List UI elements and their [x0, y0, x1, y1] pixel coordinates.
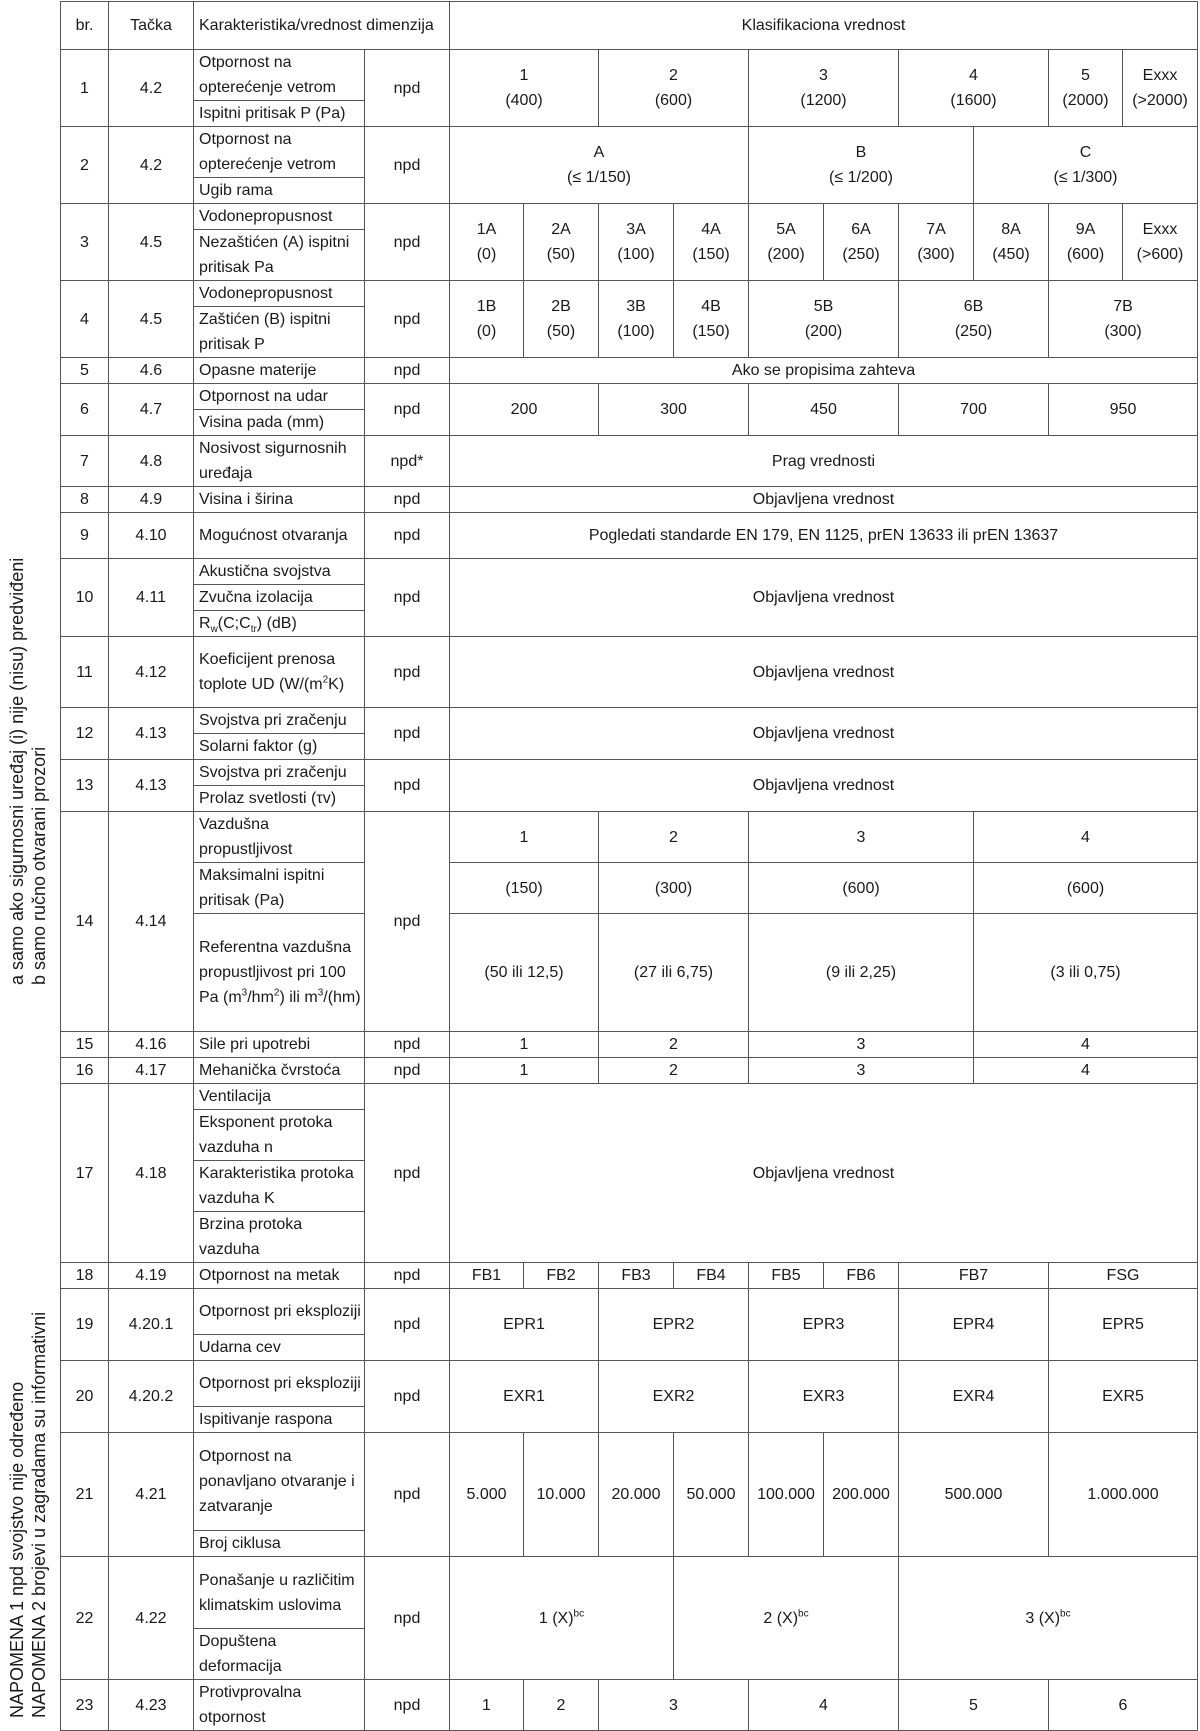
row-npd: npd: [365, 50, 450, 127]
row-subcharacteristic: Maksimalni ispitni pritisak (Pa): [194, 863, 365, 914]
class-value: 10.000: [524, 1433, 599, 1557]
row-characteristic: Ponašanje u različitim klimatskim uslovima: [194, 1557, 365, 1629]
class-value: C (≤ 1/300): [974, 127, 1198, 204]
table-row: [61, 1361, 1198, 1407]
row-subcharacteristic: Ugib rama: [194, 178, 365, 204]
row-npd: npd: [365, 760, 450, 812]
side-napomena-2: NAPOMENA 2 brojevi u zagradama su informativni: [29, 1311, 49, 1718]
class-value: EXR4: [899, 1361, 1049, 1433]
row-characteristic: Otpornost na metak: [194, 1263, 365, 1289]
row-tacka: 4.2: [109, 50, 194, 127]
class-value: 3: [749, 1032, 974, 1058]
class-value: 3: [599, 1680, 749, 1731]
class-value: 1: [450, 1032, 599, 1058]
class-value: 1.000.000: [1049, 1433, 1198, 1557]
class-value: 5 (2000): [1049, 50, 1123, 127]
class-value: 7A (300): [899, 204, 974, 281]
class-value: 4B (150): [674, 281, 749, 358]
row-npd: npd: [365, 1058, 450, 1084]
row-characteristic: Opasne materije: [194, 358, 365, 384]
row-subcharacteristic: Udarna cev: [194, 1335, 365, 1361]
class-value: 2: [599, 1032, 749, 1058]
row-characteristic: Mogućnost otvaranja: [194, 513, 365, 559]
row-subcharacteristic: Solarni faktor (g): [194, 734, 365, 760]
header-tacka: Tačka: [109, 2, 194, 50]
class-value: EXR2: [599, 1361, 749, 1433]
row-characteristic: Mehanička čvrstoća: [194, 1058, 365, 1084]
table-row: [61, 637, 1198, 708]
class-value: FB5: [749, 1263, 824, 1289]
row-npd: npd: [365, 281, 450, 358]
row-number: 19: [61, 1289, 109, 1361]
row-npd: npd: [365, 559, 450, 637]
class-value: Objavljena vrednost: [450, 637, 1198, 708]
class-value: 4: [974, 1032, 1198, 1058]
row-tacka: 4.7: [109, 384, 194, 436]
row-characteristic: Svojstva pri zračenju: [194, 760, 365, 786]
class-value: Objavljena vrednost: [450, 1084, 1198, 1263]
class-value: 1B (0): [450, 281, 524, 358]
class-value: 6A (250): [824, 204, 899, 281]
row-tacka: 4.21: [109, 1433, 194, 1557]
row-tacka: 4.22: [109, 1557, 194, 1680]
row-tacka: 4.20.2: [109, 1361, 194, 1433]
row-tacka: 4.13: [109, 708, 194, 760]
row-subcharacteristic: Visina pada (mm): [194, 410, 365, 436]
row-number: 2: [61, 127, 109, 204]
row-tacka: 4.5: [109, 204, 194, 281]
class-value: 3: [749, 812, 974, 863]
side-napomena-1: NAPOMENA 1 npd svojstvo nije određeno: [7, 1381, 27, 1718]
class-value: 2 (600): [599, 50, 749, 127]
ud-label: Koeficijent prenosa toplote UD (W/(m: [199, 651, 336, 693]
row-number: 20: [61, 1361, 109, 1433]
class-value: EPR3: [749, 1289, 899, 1361]
class-value: 5: [899, 1680, 1049, 1731]
row-characteristic: Otpornost na opterećenje vetrom: [194, 50, 365, 101]
header-klasifikaciona: Klasifikaciona vrednost: [450, 2, 1198, 50]
row-tacka: 4.19: [109, 1263, 194, 1289]
ref-sup-2: 2: [273, 987, 280, 999]
class-value: 50.000: [674, 1433, 749, 1557]
row-characteristic: Otpornost na opterećenje vetrom: [194, 127, 365, 178]
class-value: 2: [599, 1058, 749, 1084]
table-row: [61, 1680, 1198, 1731]
row-characteristic: Svojstva pri zračenju: [194, 708, 365, 734]
row-npd: npd: [365, 1361, 450, 1433]
row-number: 17: [61, 1084, 109, 1263]
pressure-value: (300): [599, 863, 749, 914]
row-number: 16: [61, 1058, 109, 1084]
class-value: 20.000: [599, 1433, 674, 1557]
table-row: [61, 358, 1198, 384]
row-subcharacteristic: Dopuštena deformacija: [194, 1629, 365, 1680]
row-subcharacteristic: Prolaz svetlosti (τv): [194, 786, 365, 812]
row-characteristic: Otpornost na ponavljano otvaranje i zatvaranje: [194, 1433, 365, 1531]
row-number: 8: [61, 487, 109, 513]
climate-class-3: 3 (X): [1025, 1609, 1061, 1627]
table-row: [61, 513, 1198, 559]
climate-class-2: 2 (X): [763, 1609, 799, 1627]
table-subrow: [61, 914, 1198, 1032]
header-karakteristika: Karakteristika/vrednost dimenzija: [194, 2, 450, 50]
table-row: [61, 487, 1198, 513]
class-value: 4: [974, 1058, 1198, 1084]
table-row: [61, 1263, 1198, 1289]
row-npd: npd: [365, 487, 450, 513]
class-value: 4A (150): [674, 204, 749, 281]
class-value: 1: [450, 812, 599, 863]
row-characteristic: [194, 637, 365, 708]
class-value: 6: [1049, 1680, 1198, 1731]
class-value: 1 (400): [450, 50, 599, 127]
row-characteristic: Akustična svojstva: [194, 559, 365, 585]
class-value: 3B (100): [599, 281, 674, 358]
class-value: FB4: [674, 1263, 749, 1289]
row-npd: npd: [365, 384, 450, 436]
table-header-row: [61, 2, 1198, 50]
row-number: 9: [61, 513, 109, 559]
header-br: br.: [61, 2, 109, 50]
row-npd: npd: [365, 812, 450, 1032]
class-value: Objavljena vrednost: [450, 708, 1198, 760]
row-number: 7: [61, 436, 109, 487]
row-number: 3: [61, 204, 109, 281]
class-value: 4 (1600): [899, 50, 1049, 127]
row-npd: npd: [365, 1680, 450, 1731]
row-tacka: 4.13: [109, 760, 194, 812]
row-number: 21: [61, 1433, 109, 1557]
reference-value: (3 ili 0,75): [974, 914, 1198, 1032]
table-row: [61, 1433, 1198, 1531]
row-npd: npd: [365, 1084, 450, 1263]
row-tacka: 4.8: [109, 436, 194, 487]
table-subrow: [61, 863, 1198, 914]
class-value: 200: [450, 384, 599, 436]
table-row: [61, 436, 1198, 487]
class-value: [674, 1557, 899, 1680]
class-value: 2A (50): [524, 204, 599, 281]
ref-text-3: ) ili m: [279, 989, 318, 1006]
class-value: EPR5: [1049, 1289, 1198, 1361]
climate-class-1: 1 (X): [538, 1609, 574, 1627]
row-number: 18: [61, 1263, 109, 1289]
class-value: 3A (100): [599, 204, 674, 281]
class-value: 300: [599, 384, 749, 436]
table-row: [61, 384, 1198, 410]
row-number: 14: [61, 812, 109, 1032]
table-row: [61, 281, 1198, 307]
row-npd: npd: [365, 1289, 450, 1361]
class-value: 200.000: [824, 1433, 899, 1557]
row-npd: npd: [365, 127, 450, 204]
ref-sup-3: 3: [317, 987, 324, 999]
class-value: 2B (50): [524, 281, 599, 358]
row-tacka: 4.14: [109, 812, 194, 1032]
footnote-bc: bc: [1060, 1608, 1071, 1620]
row-number: 22: [61, 1557, 109, 1680]
class-value: Prag vrednosti: [450, 436, 1198, 487]
class-value: 6B (250): [899, 281, 1049, 358]
class-value: 500.000: [899, 1433, 1049, 1557]
row-npd: npd: [365, 1557, 450, 1680]
class-value: 450: [749, 384, 899, 436]
table-row: [61, 708, 1198, 734]
class-value: Objavljena vrednost: [450, 760, 1198, 812]
class-value: 9A (600): [1049, 204, 1123, 281]
row-characteristic: Ventilacija: [194, 1084, 365, 1110]
row-npd: npd: [365, 358, 450, 384]
reference-value: (50 ili 12,5): [450, 914, 599, 1032]
class-value: FB6: [824, 1263, 899, 1289]
row-npd: npd: [365, 1032, 450, 1058]
table-row: [61, 1058, 1198, 1084]
footnote-bc: bc: [573, 1608, 585, 1620]
row-characteristic: Protivprovalna otpornost: [194, 1680, 365, 1731]
classification-table-wrapper: [60, 1, 1198, 1731]
row-characteristic: Sile pri upotrebi: [194, 1032, 365, 1058]
row-characteristic: Otpornost pri eksploziji: [194, 1289, 365, 1335]
row-tacka: 4.12: [109, 637, 194, 708]
rw-mid: (C;C: [217, 615, 251, 632]
class-value: B (≤ 1/200): [749, 127, 974, 204]
row-number: 1: [61, 50, 109, 127]
row-subcharacteristic: Brzina protoka vazduha: [194, 1212, 365, 1263]
class-value: 950: [1049, 384, 1198, 436]
class-value: FB1: [450, 1263, 524, 1289]
row-subcharacteristic: Broj ciklusa: [194, 1531, 365, 1557]
classification-table: [60, 1, 1198, 1731]
row-tacka: 4.18: [109, 1084, 194, 1263]
class-value: EPR4: [899, 1289, 1049, 1361]
row-characteristic: Vazdušna propustljivost: [194, 812, 365, 863]
row-number: 4: [61, 281, 109, 358]
class-value: 1: [450, 1680, 524, 1731]
row-npd: npd: [365, 708, 450, 760]
class-value: EXR5: [1049, 1361, 1198, 1433]
row-subcharacteristic: Nezaštićen (A) ispitni pritisak Pa: [194, 230, 365, 281]
class-value: FSG: [1049, 1263, 1198, 1289]
row-number: 15: [61, 1032, 109, 1058]
side-note-a: a samo ako sigurnosni uređaj (i) nije (nisu) predviđeni: [7, 557, 27, 985]
table-row: [61, 812, 1198, 863]
row-npd: npd*: [365, 436, 450, 487]
class-value: A (≤ 1/150): [450, 127, 749, 204]
class-value: FB7: [899, 1263, 1049, 1289]
table-row: [61, 1032, 1198, 1058]
ud-unit-tail: K): [328, 676, 345, 693]
class-value: 4: [974, 812, 1198, 863]
class-value: 100.000: [749, 1433, 824, 1557]
table-row: [61, 1084, 1198, 1110]
ud-superscript: 2: [322, 674, 329, 686]
class-value: Objavljena vrednost: [450, 559, 1198, 637]
rw-subscript: w: [210, 624, 218, 636]
row-characteristic: Vodonepropusnost: [194, 281, 365, 307]
row-characteristic: Vodonepropusnost: [194, 204, 365, 230]
rw-unit: ) (dB): [256, 615, 297, 632]
class-value: 2: [599, 812, 749, 863]
row-subcharacteristic: Ispitni pritisak P (Pa): [194, 101, 365, 127]
class-value: 2: [524, 1680, 599, 1731]
class-value: EXR1: [450, 1361, 599, 1433]
row-number: 10: [61, 559, 109, 637]
ref-sup-1: 3: [241, 987, 248, 999]
row-characteristic: Visina i širina: [194, 487, 365, 513]
ctr-subscript: tr: [250, 624, 257, 636]
class-value: [450, 1557, 674, 1680]
rw-symbol: R: [199, 615, 211, 632]
table-row: [61, 204, 1198, 230]
class-value: Objavljena vrednost: [450, 487, 1198, 513]
table-row: [61, 1557, 1198, 1629]
row-number: 6: [61, 384, 109, 436]
row-subcharacteristic: Karakteristika protoka vazduha K: [194, 1161, 365, 1212]
row-tacka: 4.16: [109, 1032, 194, 1058]
ref-text-2: /hm: [247, 989, 274, 1006]
class-value: Pogledati standarde EN 179, EN 1125, prEN 13633 ili prEN 13637: [450, 513, 1198, 559]
row-subcharacteristic: Zaštićen (B) ispitni pritisak P: [194, 307, 365, 358]
class-value: 1A (0): [450, 204, 524, 281]
row-npd: npd: [365, 204, 450, 281]
footnote-bc: bc: [798, 1608, 809, 1620]
class-value: Exxx (>600): [1123, 204, 1198, 281]
row-number: 23: [61, 1680, 109, 1731]
class-value: 1: [450, 1058, 599, 1084]
table-row: [61, 760, 1198, 786]
row-subcharacteristic: Eksponent protoka vazduha n: [194, 1110, 365, 1161]
table-row: [61, 559, 1198, 585]
pressure-value: (600): [749, 863, 974, 914]
row-characteristic: Otpornost na udar: [194, 384, 365, 410]
row-npd: npd: [365, 1263, 450, 1289]
class-value: 700: [899, 384, 1049, 436]
class-value: 5B (200): [749, 281, 899, 358]
class-value: Exxx (>2000): [1123, 50, 1198, 127]
row-tacka: 4.11: [109, 559, 194, 637]
class-value: 4: [749, 1680, 899, 1731]
class-value: 8A (450): [974, 204, 1049, 281]
class-value: EPR1: [450, 1289, 599, 1361]
row-tacka: 4.9: [109, 487, 194, 513]
class-value: 5A (200): [749, 204, 824, 281]
row-tacka: 4.20.1: [109, 1289, 194, 1361]
row-subcharacteristic: [194, 914, 365, 1032]
class-value: 7B (300): [1049, 281, 1198, 358]
reference-value: (27 ili 6,75): [599, 914, 749, 1032]
class-value: EXR3: [749, 1361, 899, 1433]
row-subcharacteristic: Ispitivanje raspona: [194, 1407, 365, 1433]
table-row: [61, 1289, 1198, 1335]
row-npd: npd: [365, 1433, 450, 1557]
row-tacka: 4.17: [109, 1058, 194, 1084]
row-characteristic: Nosivost sigurnosnih uređaja: [194, 436, 365, 487]
table-row: [61, 127, 1198, 178]
class-value: 3 (1200): [749, 50, 899, 127]
class-value: [899, 1557, 1198, 1680]
class-value: EPR2: [599, 1289, 749, 1361]
reference-value: (9 ili 2,25): [749, 914, 974, 1032]
row-number: 13: [61, 760, 109, 812]
row-tacka: 4.5: [109, 281, 194, 358]
row-subcharacteristic: Zvučna izolacija: [194, 585, 365, 611]
ref-text-1: Referentna vazdušna propustljivost pri 100 Pa (m: [199, 939, 352, 1006]
row-subcharacteristic: [194, 611, 365, 637]
row-number: 12: [61, 708, 109, 760]
row-number: 5: [61, 358, 109, 384]
class-value: FB3: [599, 1263, 674, 1289]
row-number: 11: [61, 637, 109, 708]
class-value: 5.000: [450, 1433, 524, 1557]
class-value: FB2: [524, 1263, 599, 1289]
row-tacka: 4.23: [109, 1680, 194, 1731]
row-tacka: 4.2: [109, 127, 194, 204]
row-tacka: 4.10: [109, 513, 194, 559]
row-npd: npd: [365, 637, 450, 708]
class-value: 3: [749, 1058, 974, 1084]
side-note-b: b samo ručno otvarani prozori: [29, 746, 49, 985]
ref-text-4: /(hm): [323, 989, 361, 1006]
row-tacka: 4.6: [109, 358, 194, 384]
pressure-value: (150): [450, 863, 599, 914]
table-row: [61, 50, 1198, 101]
pressure-value: (600): [974, 863, 1198, 914]
class-value: Ako se propisima zahteva: [450, 358, 1198, 384]
row-npd: npd: [365, 513, 450, 559]
row-characteristic: Otpornost pri eksploziji: [194, 1361, 365, 1407]
